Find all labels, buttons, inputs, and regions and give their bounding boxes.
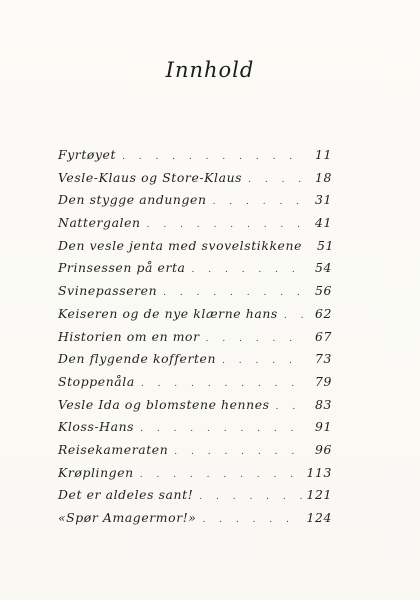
toc-entry xyxy=(58,215,332,238)
toc-entry-page: 79 xyxy=(315,373,332,389)
toc-entry-title: Prinsessen på erta xyxy=(58,260,186,276)
toc-entry xyxy=(58,487,332,510)
table-of-contents xyxy=(58,147,332,533)
toc-entry xyxy=(58,192,332,215)
dot-leader xyxy=(140,424,306,434)
dot-leader xyxy=(199,492,302,502)
toc-entry-page: 62 xyxy=(315,305,332,321)
toc-entry xyxy=(58,351,332,374)
dot-leader xyxy=(248,175,306,185)
dot-leader xyxy=(192,265,306,275)
dot-leader xyxy=(276,402,306,412)
dot-leader xyxy=(284,311,306,321)
toc-entry xyxy=(58,170,332,193)
dot-leader xyxy=(163,288,306,298)
toc-entry-title: Reisekameraten xyxy=(58,441,169,457)
dot-leader xyxy=(174,447,306,457)
dot-leader xyxy=(213,197,306,207)
toc-entry-page: 41 xyxy=(315,215,332,231)
toc-entry xyxy=(58,306,332,329)
toc-entry xyxy=(58,374,332,397)
toc-entry xyxy=(58,419,332,442)
toc-entry-title: Vesle Ida og blomstene hennes xyxy=(58,396,270,412)
toc-entry xyxy=(58,147,332,170)
dot-leader xyxy=(140,470,303,480)
toc-entry-title: Vesle-Klaus og Store-Klaus xyxy=(58,169,243,185)
toc-entry-page: 124 xyxy=(306,510,332,525)
toc-entry xyxy=(58,465,332,488)
toc-entry xyxy=(58,238,332,261)
toc-entry-title: Den stygge andungen xyxy=(58,192,207,208)
toc-entry-page: 11 xyxy=(315,147,332,162)
toc-entry-page: 113 xyxy=(306,464,332,480)
toc-entry xyxy=(58,260,332,283)
dot-leader xyxy=(122,152,306,162)
toc-entry-page: 96 xyxy=(315,441,332,457)
toc-entry-title: Den vesle jenta med svovelstikkene xyxy=(58,237,302,253)
toc-entry xyxy=(58,397,332,420)
toc-entry-title: Den flygende kofferten xyxy=(58,351,217,367)
toc-entry-title: Det er aldeles sant! xyxy=(58,487,194,503)
dot-leader xyxy=(206,334,306,344)
toc-entry-title: Keiseren og de nye klærne hans xyxy=(58,305,278,321)
toc-entry xyxy=(58,283,332,306)
toc-entry-title: Fyrtøyet xyxy=(58,147,117,162)
toc-entry-page: 56 xyxy=(315,283,332,299)
toc-entry-title: Kloss-Hans xyxy=(58,419,135,435)
toc-entry-title: Nattergalen xyxy=(58,215,141,231)
toc-entry-title: Stoppenåla xyxy=(58,373,135,389)
dot-leader xyxy=(141,379,306,389)
toc-entry xyxy=(58,510,332,533)
toc-entry xyxy=(58,329,332,352)
dot-leader xyxy=(147,220,306,230)
toc-entry-page: 91 xyxy=(315,419,332,435)
toc-entry-page: 121 xyxy=(306,487,332,503)
toc-entry-title: Historien om en mor xyxy=(58,328,200,344)
toc-entry xyxy=(58,442,332,465)
toc-entry-page: 83 xyxy=(315,396,332,412)
toc-entry-page: 51 xyxy=(317,237,334,253)
toc-entry-title: «Spør Amagermor!» xyxy=(58,510,197,525)
toc-entry-page: 31 xyxy=(315,192,332,208)
dot-leader xyxy=(203,515,303,525)
toc-entry-page: 73 xyxy=(315,351,332,367)
toc-entry-title: Svinepasseren xyxy=(58,283,158,299)
dot-leader xyxy=(222,356,306,366)
toc-entry-title: Krøplingen xyxy=(58,464,134,480)
toc-entry-page: 54 xyxy=(315,260,332,276)
toc-entry-page: 18 xyxy=(315,169,332,185)
page-title: Innhold xyxy=(165,58,255,82)
toc-entry-page: 67 xyxy=(315,328,332,344)
